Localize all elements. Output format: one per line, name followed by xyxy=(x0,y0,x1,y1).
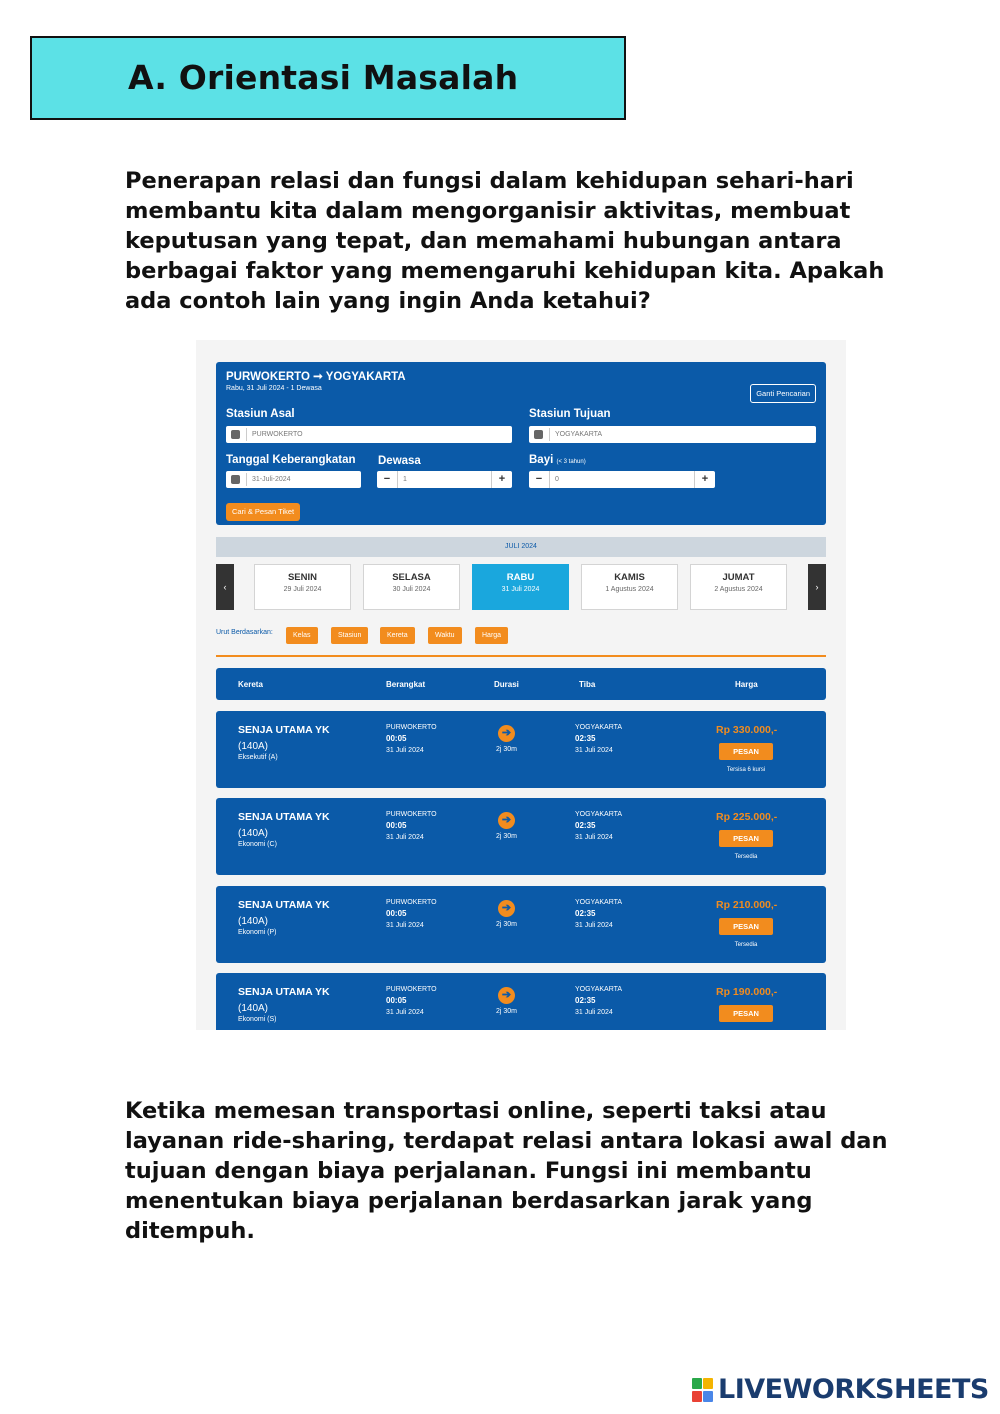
duration: 2j 30m xyxy=(496,746,518,753)
train-class: Ekonomi (P) xyxy=(238,929,277,936)
day-name: SELASA xyxy=(392,572,431,583)
train-icon xyxy=(231,430,240,439)
train-name: SENJA UTAMA YK xyxy=(238,986,330,998)
day-date: 29 Juli 2024 xyxy=(283,586,322,593)
day-date: 30 Juli 2024 xyxy=(392,586,431,593)
arrival-time: 02:35 xyxy=(575,996,596,1005)
arrival xyxy=(575,984,622,1018)
sort-label: Urut Berdasarkan: xyxy=(216,629,273,636)
train-code: (140A) xyxy=(238,828,269,839)
arrow-right-icon: ➔ xyxy=(498,987,515,1004)
destination-value: YOGYAKARTA xyxy=(555,431,603,438)
book-button[interactable]: PESAN xyxy=(719,918,773,935)
prev-day-arrow-icon[interactable]: ‹ xyxy=(216,564,234,610)
ticket-price: Rp 225.000,- xyxy=(716,811,778,823)
train-row xyxy=(216,886,826,963)
train-code: (140A) xyxy=(238,916,269,927)
train-class: Ekonomi (S) xyxy=(238,1016,277,1023)
date-field[interactable] xyxy=(226,471,361,488)
route-subtitle: Rabu, 31 Juli 2024 - 1 Dewasa xyxy=(226,385,322,392)
train-row xyxy=(216,711,826,788)
arrival-station: YOGYAKARTA xyxy=(575,899,623,906)
day-tab-senin[interactable] xyxy=(254,564,351,610)
arrival xyxy=(575,897,622,931)
infant-label: Bayi (< 3 tahun) xyxy=(529,454,586,466)
day-name: RABU xyxy=(506,572,535,583)
sort-harga-button[interactable]: Harga xyxy=(475,627,508,644)
route-title: PURWOKERTO ➞ YOGYAKARTA xyxy=(226,371,406,383)
train-row xyxy=(216,798,826,875)
departure-date: 31 Juli 2024 xyxy=(386,922,424,929)
departure-date: 31 Juli 2024 xyxy=(386,1009,424,1016)
sort-waktu-button[interactable]: Waktu xyxy=(428,627,462,644)
train-icon xyxy=(534,430,543,439)
search-panel xyxy=(216,362,826,525)
departure-date: 31 Juli 2024 xyxy=(386,834,424,841)
seat-availability: Tersedia xyxy=(734,942,758,948)
departure xyxy=(386,897,437,931)
destination-field[interactable] xyxy=(529,426,816,443)
adult-stepper[interactable] xyxy=(377,471,512,488)
departure-time: 00:05 xyxy=(386,996,407,1005)
sort-kelas-button[interactable]: Kelas xyxy=(286,627,318,644)
arrival-station: YOGYAKARTA xyxy=(575,986,623,993)
section-heading: A. Orientasi Masalah xyxy=(128,58,519,97)
infant-stepper[interactable] xyxy=(529,471,715,488)
train-class: Eksekutif (A) xyxy=(238,754,278,761)
search-ticket-button[interactable]: Cari & Pesan Tiket xyxy=(226,503,300,521)
seat-availability: Tersedia xyxy=(734,854,758,860)
day-date: 31 Juli 2024 xyxy=(501,586,540,593)
change-search-button[interactable]: Ganti Pencarian xyxy=(750,384,816,403)
departure xyxy=(386,809,437,843)
train-name: SENJA UTAMA YK xyxy=(238,724,330,736)
ticket-price: Rp 210.000,- xyxy=(716,899,778,911)
column-header: Tiba xyxy=(579,680,596,689)
departure xyxy=(386,722,437,756)
train-class: Ekonomi (C) xyxy=(238,841,277,848)
seat-availability: Tersisa 6 kursi xyxy=(726,767,766,773)
duration: 2j 30m xyxy=(496,1008,518,1015)
departure-time: 00:05 xyxy=(386,909,407,918)
calendar-icon xyxy=(231,475,240,484)
day-tab-selasa[interactable] xyxy=(363,564,460,610)
duration: 2j 30m xyxy=(496,833,518,840)
train-code: (140A) xyxy=(238,1003,269,1014)
arrow-right-icon: ➔ xyxy=(498,900,515,917)
results-table-header xyxy=(216,668,826,700)
logo-tiles-icon xyxy=(692,1378,714,1402)
next-day-arrow-icon[interactable]: › xyxy=(808,564,826,610)
logo-tile xyxy=(703,1391,713,1402)
day-tab-kamis[interactable] xyxy=(581,564,678,610)
column-header: Durasi xyxy=(494,680,519,689)
departure-time: 00:05 xyxy=(386,734,407,743)
date-label: Tanggal Keberangkatan xyxy=(226,454,356,466)
origin-label: Stasiun Asal xyxy=(226,408,295,420)
logo-tile xyxy=(703,1378,713,1389)
train-row xyxy=(216,973,826,1030)
book-button[interactable]: PESAN xyxy=(719,743,773,760)
origin-value: PURWOKERTO xyxy=(252,431,303,438)
train-code: (140A) xyxy=(238,741,269,752)
arrival-station: YOGYAKARTA xyxy=(575,811,623,818)
departure-station: PURWOKERTO xyxy=(386,899,437,906)
day-name: KAMIS xyxy=(614,572,645,583)
infant-value: 0 xyxy=(555,476,559,483)
departure-time: 00:05 xyxy=(386,821,407,830)
section-heading-box xyxy=(30,36,626,120)
train-name: SENJA UTAMA YK xyxy=(238,899,330,911)
arrival-time: 02:35 xyxy=(575,909,596,918)
departure-station: PURWOKERTO xyxy=(386,811,437,818)
arrival-station: YOGYAKARTA xyxy=(575,724,623,731)
book-button[interactable]: PESAN xyxy=(719,1005,773,1022)
ticket-price: Rp 330.000,- xyxy=(716,724,778,736)
ticket-booking-screenshot xyxy=(196,340,846,1030)
divider xyxy=(216,655,826,657)
origin-field[interactable] xyxy=(226,426,512,443)
day-date: 2 Agustus 2024 xyxy=(714,586,763,593)
arrival xyxy=(575,809,622,843)
day-name: JUMAT xyxy=(722,572,755,583)
logo-tile xyxy=(692,1391,702,1402)
duration: 2j 30m xyxy=(496,921,518,928)
infant-note: (< 3 tahun) xyxy=(556,459,586,465)
example-paragraph: Ketika memesan transportasi online, seperti taksi atau layanan ride-sharing, terdapat relasi antara lokasi awal dan tujuan dengan biaya perjalanan. Fungsi ini membantu menentukan biaya perjalanan berdasarkan jarak yang ditempuh. xyxy=(125,1098,888,1244)
departure-station: PURWOKERTO xyxy=(386,986,437,993)
column-header: Kereta xyxy=(238,680,263,689)
day-tab-jumat[interactable] xyxy=(690,564,787,610)
day-name: SENIN xyxy=(287,572,318,583)
logo-text: LIVEWORKSHEETS xyxy=(718,1374,989,1405)
infant-plus-button[interactable]: + xyxy=(694,471,715,488)
day-date: 1 Agustus 2024 xyxy=(605,586,654,593)
arrival-date: 31 Juli 2024 xyxy=(575,834,613,841)
book-button[interactable]: PESAN xyxy=(719,830,773,847)
train-name: SENJA UTAMA YK xyxy=(238,811,330,823)
arrival-date: 31 Juli 2024 xyxy=(575,1009,613,1016)
arrival-date: 31 Juli 2024 xyxy=(575,922,613,929)
adult-value: 1 xyxy=(403,476,407,483)
destination-label: Stasiun Tujuan xyxy=(529,408,611,420)
column-header: Berangkat xyxy=(386,680,426,689)
column-header: Harga xyxy=(735,680,758,689)
departure-date: 31 Juli 2024 xyxy=(386,747,424,754)
departure-station: PURWOKERTO xyxy=(386,724,437,731)
infant-minus-button[interactable]: − xyxy=(529,471,550,488)
arrival-date: 31 Juli 2024 xyxy=(575,747,613,754)
arrival xyxy=(575,722,622,756)
day-tab-rabu[interactable] xyxy=(472,564,569,610)
arrow-right-icon: ➔ xyxy=(498,725,515,742)
arrival-time: 02:35 xyxy=(575,821,596,830)
month-header: JULI 2024 xyxy=(216,537,826,557)
sort-kereta-button[interactable]: Kereta xyxy=(380,627,415,644)
arrow-right-icon: ➔ xyxy=(498,812,515,829)
adult-minus-button[interactable]: − xyxy=(377,471,398,488)
arrival-time: 02:35 xyxy=(575,734,596,743)
intro-paragraph: Penerapan relasi dan fungsi dalam kehidupan sehari-hari membantu kita dalam mengorganisir aktivitas, membuat keputusan yang tepat, dan memahami hubungan antara berbagai faktor yang memengaruhi kehidupan kita. Apakah ada contoh lain yang ingin Anda ketahui? xyxy=(125,168,885,314)
date-value: 31-Juli-2024 xyxy=(252,476,291,483)
adult-label: Dewasa xyxy=(378,455,421,467)
adult-plus-button[interactable]: + xyxy=(491,471,512,488)
sort-stasiun-button[interactable]: Stasiun xyxy=(331,627,368,644)
logo-tile xyxy=(692,1378,702,1389)
departure xyxy=(386,984,437,1018)
ticket-price: Rp 190.000,- xyxy=(716,986,778,998)
